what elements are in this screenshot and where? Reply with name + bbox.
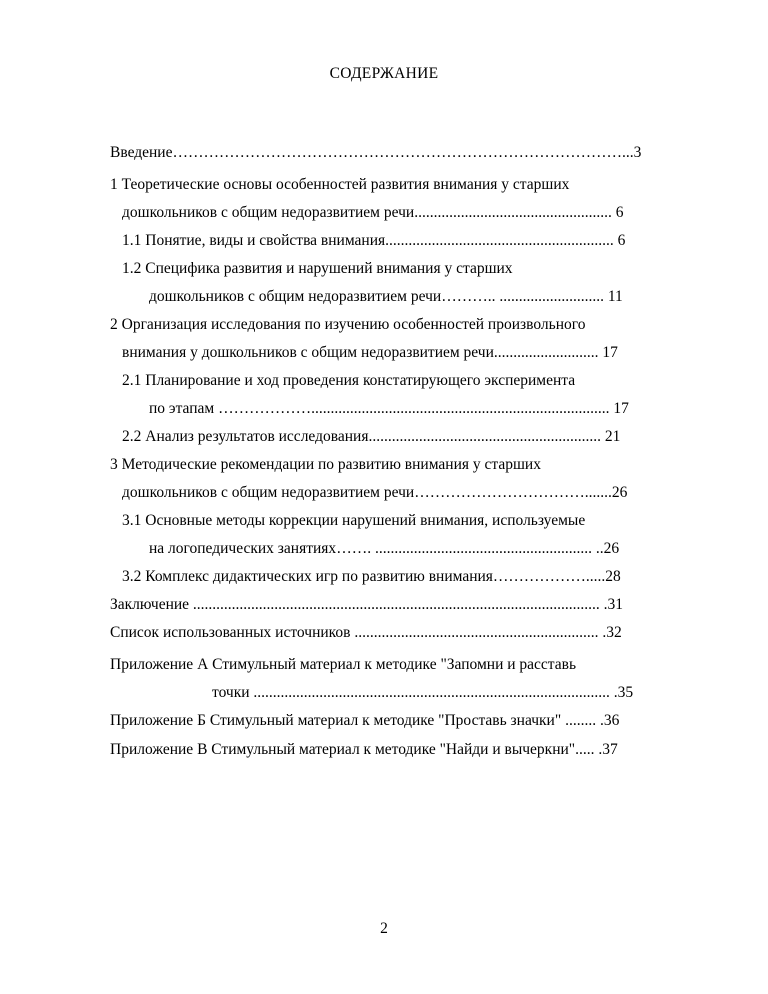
- toc-entry: [110, 711, 619, 731]
- toc-entry-dots: ……………………………………………………………………………...: [172, 144, 634, 161]
- toc-entry: [110, 455, 541, 475]
- toc-entry-page: 17: [598, 344, 618, 361]
- toc-entry-dots: ........ .: [561, 712, 604, 729]
- toc-entry: [110, 315, 585, 335]
- toc-entry-dots: ...........................................................: [385, 232, 614, 249]
- toc-entry: [122, 343, 618, 363]
- toc-entry-text: Заключение: [110, 596, 190, 613]
- toc-entry-dots: ..... .: [575, 741, 603, 758]
- toc-entry: [110, 740, 618, 760]
- toc-entry: [149, 399, 629, 419]
- toc-entry-text: Приложение В Стимульный материал к методике "Найди и вычеркни": [110, 741, 576, 758]
- toc-entry-page: 6: [611, 204, 624, 221]
- toc-entry-page: 32: [606, 624, 622, 641]
- toc-entry-text: дошкольников с общим недоразвитием речи: [122, 204, 415, 221]
- toc-entry-text: 2.1 Планирование и ход проведения констатирующего эксперимента: [122, 372, 576, 389]
- toc-entry-page: 37: [602, 741, 618, 758]
- toc-entry-text: 1 Теоретические основы особенностей развития внимания у старших: [110, 176, 570, 193]
- toc-entry-text: 2 Организация исследования по изучению особенностей произвольного: [110, 316, 586, 333]
- toc-entry-dots: ......................................................................................................... .: [189, 596, 608, 613]
- toc-entry-text: Приложение А Стимульный материал к методике "Запомни и расставь: [110, 656, 577, 673]
- toc-entry-page: 36: [603, 712, 620, 729]
- toc-entry: [212, 683, 633, 703]
- toc-entry-page: 6: [613, 232, 626, 249]
- toc-entry-text: внимания у дошкольников с общим недоразвитием речи: [122, 344, 494, 361]
- toc-entry-page: 3: [633, 144, 642, 161]
- toc-entry-dots: ……………….....: [492, 568, 606, 585]
- toc-entry-dots: ............................................................: [368, 428, 601, 445]
- toc-entry-text: по этапам: [149, 400, 215, 417]
- toc-entry-page: 21: [600, 428, 621, 445]
- toc-entry-text: 1.1 Понятие, виды и свойства внимания: [122, 232, 386, 249]
- page-number: 2: [380, 920, 388, 937]
- toc-entry-dots: ……………….............................................................................: [214, 400, 610, 417]
- toc-entry: [122, 371, 575, 391]
- toc-entry: [110, 175, 569, 195]
- toc-entry: [122, 231, 625, 251]
- toc-entry-dots: ............................................................................................ .: [249, 684, 618, 701]
- toc-entry: [110, 623, 622, 643]
- toc-entry: [110, 595, 623, 615]
- toc-entry-dots: ……….. ...........................: [441, 288, 604, 305]
- toc-entry-dots: …………………………….......: [414, 484, 612, 501]
- toc-entry-dots: ...................................................: [414, 204, 612, 221]
- page-title: СОДЕРЖАНИЕ: [329, 65, 439, 82]
- toc-entry: [149, 287, 623, 307]
- toc-entry-text: 3.2 Комплекс дидактических игр по развитию внимания: [122, 568, 493, 585]
- toc-entry-page: 17: [609, 400, 629, 417]
- toc-entry-dots: ……. ........................................................ ..: [336, 540, 604, 557]
- toc-entry-text: 3 Методические рекомендации по развитию внимания у старших: [110, 456, 541, 473]
- toc-entry-text: на логопедических занятиях: [149, 540, 337, 557]
- toc-entry-page: 28: [605, 568, 621, 585]
- toc-entry-page: 35: [617, 684, 634, 701]
- toc-entry: [110, 143, 641, 163]
- toc-entry-text: 2.2 Анализ результатов исследования: [122, 428, 369, 445]
- toc-entry: [122, 511, 585, 531]
- toc-entry-text: Список использованных источников: [110, 624, 351, 641]
- toc-entry-text: 1.2 Специфика развития и нарушений внимания у старших: [122, 260, 513, 277]
- toc-entry: [122, 483, 627, 503]
- toc-entry-text: Приложение Б Стимульный материал к методике "Проставь значки": [110, 712, 562, 729]
- toc-entry-dots: ............................................................... .: [350, 624, 607, 641]
- toc-entry-text: Введение: [110, 144, 173, 161]
- toc-entry: [122, 203, 623, 223]
- toc-entry: [122, 259, 513, 279]
- toc-entry: [122, 427, 620, 447]
- toc-entry-page: 11: [603, 288, 623, 305]
- toc-entry-text: дошкольников с общим недоразвитием речи: [122, 484, 415, 501]
- toc-entry-page: 26: [611, 484, 628, 501]
- toc-entry-text: 3.1 Основные методы коррекции нарушений внимания, используемые: [122, 512, 586, 529]
- toc-entry-dots: ...........................: [493, 344, 599, 361]
- toc-entry-page: 26: [603, 540, 620, 557]
- toc-entry-text: точки: [212, 684, 250, 701]
- toc-entry: [110, 655, 576, 675]
- toc-entry-page: 31: [607, 596, 624, 613]
- toc-entry-text: дошкольников с общим недоразвитием речи: [149, 288, 442, 305]
- toc-entry: [149, 539, 619, 559]
- toc-entry: [122, 567, 621, 587]
